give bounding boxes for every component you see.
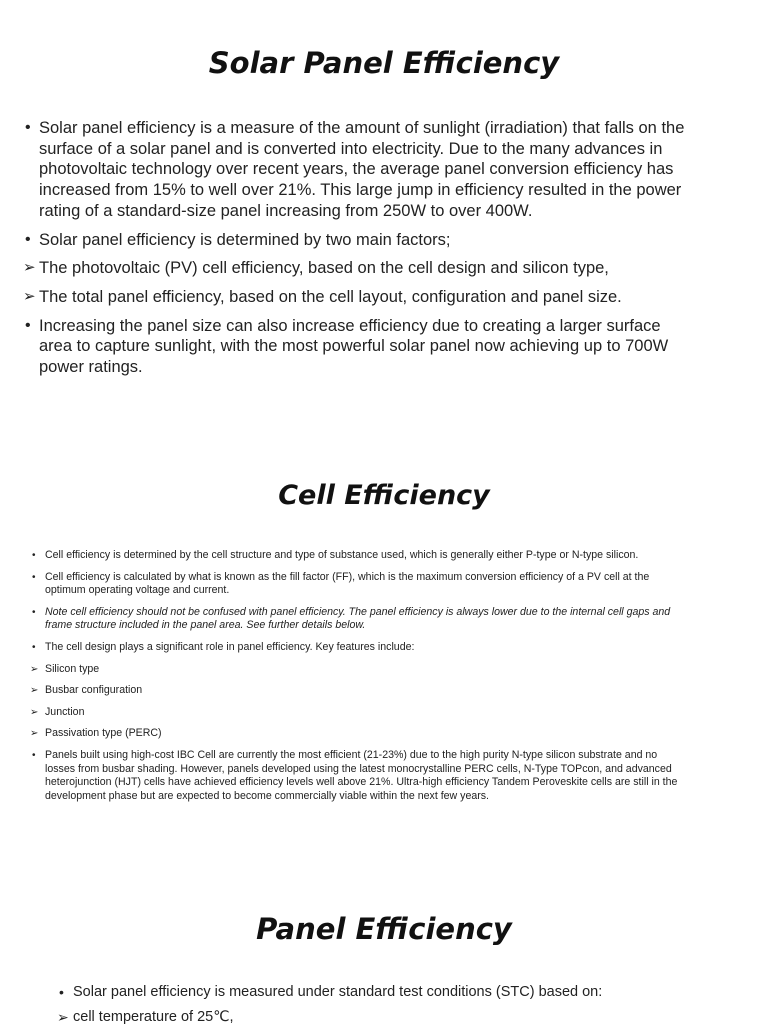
list-item [57, 1008, 723, 1026]
bullet-list [23, 118, 689, 386]
bullet-icon: • [25, 119, 31, 136]
list-item-text: Solar panel efficiency is determined by two main factors; [39, 230, 451, 249]
list-item-text: cell temperature of 25℃, [73, 1009, 234, 1025]
list-item-text: Increasing the panel size can also increase efficiency due to creating a larger surface area to capture sunlight, with the most powerful solar panel now achieving up to 700W power ratings. [39, 316, 669, 377]
list-item-text: Junction [45, 705, 85, 718]
list-item [23, 258, 689, 279]
list-item [30, 727, 685, 741]
section-title: Solar Panel Efficiency [208, 46, 560, 80]
list-item-text: Cell efficiency is calculated by what is known as the fill factor (FF), which is the maximum conversion efficiency of a PV cell at the optimum operating voltage and current. [45, 570, 650, 597]
bullet-icon: • [59, 984, 64, 1000]
list-item [30, 684, 685, 698]
bullet-icon: • [25, 230, 31, 248]
bullet-icon: • [32, 571, 36, 583]
list-item-text: Passivation type (PERC) [45, 727, 162, 740]
list-item [25, 230, 689, 251]
list-item [25, 118, 689, 222]
bullet-icon: • [32, 641, 36, 653]
list-item [25, 316, 689, 378]
list-item [30, 705, 685, 720]
list-item-text: Cell efficiency is determined by the cell structure and type of substance used, which is generally either P-type or N-type silicon. [45, 549, 639, 561]
arrow-bullet-icon: ➢ [30, 728, 39, 740]
list-item [32, 640, 685, 655]
list-item [32, 549, 685, 563]
arrow-bullet-icon: ➢ [30, 685, 39, 697]
bullet-icon: • [32, 550, 36, 561]
arrow-bullet-icon: ➢ [30, 706, 39, 718]
list-item-text: Solar panel efficiency is a measure of the amount of sunlight (irradiation) that falls on the surface of a solar panel and is converted into electricity. Due to the many advances in photovoltaic technology over recent years, the average panel conversion efficiency has increased from 15% to well over 21%. This large jump in efficiency resulted in the power rating of a standard-size panel increasing from 250W to over 400W. [39, 119, 685, 220]
section-title: Cell Efficiency [278, 480, 490, 511]
list-item [32, 570, 685, 598]
list-item-text: The photovoltaic (PV) cell efficiency, based on the cell design and silicon type, [39, 259, 609, 278]
bullet-icon: • [25, 316, 31, 334]
list-item-text: Silicon type [45, 662, 100, 675]
list-item-text: The total panel efficiency, based on the cell layout, configuration and panel size. [39, 287, 622, 306]
list-item-text: Busbar configuration [45, 684, 143, 697]
arrow-bullet-icon: ➢ [23, 287, 36, 305]
list-item [32, 748, 685, 803]
list-item-text: Note cell efficiency should not be confused with panel efficiency. The panel efficiency is always lower due to the internal cell gaps and frame structure included in the panel area. See further details below. [45, 605, 671, 632]
bullet-list [57, 983, 723, 1033]
list-item-text: Solar panel efficiency is measured under standard test conditions (STC) based on: [73, 984, 603, 1000]
bullet-list [30, 549, 685, 811]
section-title: Panel Efficiency [256, 912, 512, 946]
bullet-icon: • [32, 749, 36, 761]
list-item [30, 662, 685, 677]
list-item-text: Panels built using high-cost IBC Cell are currently the most efficient (21-23%) due to the high purity N-type silicon substrate and no losses from busbar shading. However, panels developed using the latest monocrystalline PERC cells, N-Type TOPcon, and advanced heterojunction (HJT) cells have achieved efficiency levels well above 21%. Ultra-high efficiency Tandem Peroveskite cells are still in the development phase but are expected to become commercially viable within the next few years. [45, 748, 678, 802]
arrow-bullet-icon: ➢ [30, 663, 39, 675]
list-item [23, 287, 689, 308]
list-item [32, 605, 685, 633]
arrow-bullet-icon: ➢ [57, 1009, 69, 1025]
list-item-text: The cell design plays a significant role in panel efficiency. Key features include: [45, 640, 415, 653]
bullet-icon: • [32, 606, 36, 618]
list-item [59, 983, 723, 1001]
arrow-bullet-icon: ➢ [23, 259, 36, 277]
